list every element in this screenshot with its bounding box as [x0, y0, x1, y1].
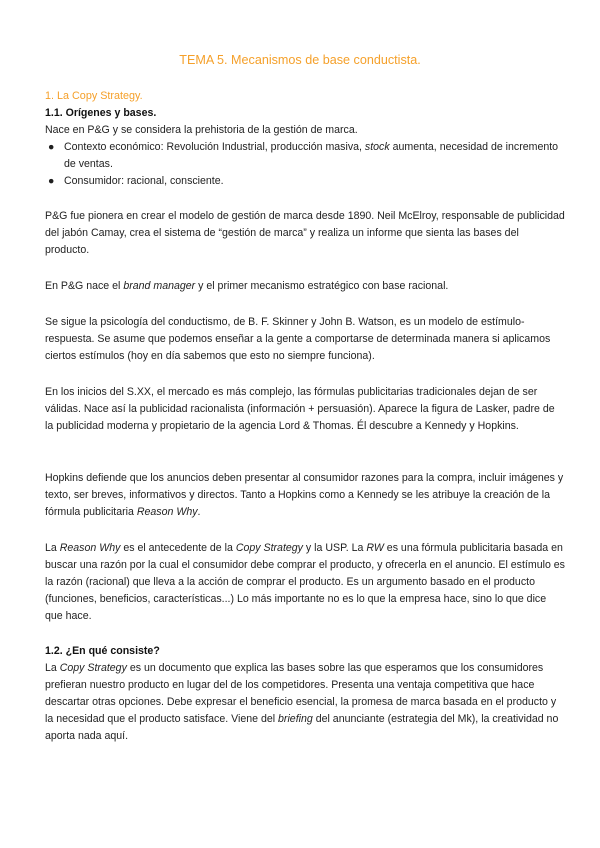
document-title: TEMA 5. Mecanismos de base conductista. [179, 53, 421, 67]
bullet-list [45, 139, 565, 190]
subsection-heading-1-2: 1.2. ¿En qué consiste? [45, 645, 160, 657]
paragraph-3: Se sigue la psicología del conductismo, de B. F. Skinner y John B. Watson, es un modelo de estímulo-respuesta. Se asume que podemos enseñar a la gente a comportarse de determinada manera si aplicamos ciertos estímulos (hoy en día sabemos que esto no siempre funciona). [45, 316, 551, 362]
section-heading: 1. La Copy Strategy. [45, 90, 143, 102]
paragraph-4: En los inicios del S.XX, el mercado es más complejo, las fórmulas publicitarias tradicionales dejan de ser válidas. Nace así la publicidad racionalista (información + persuasión). Aparece la figura de Lasker, padre de la publicidad moderna y propietario de la agencia Lord & Thomas. Él descubre a Kennedy y Hopkins. [45, 386, 555, 432]
paragraph-6: La Reason Why es el antecedente de la Copy Strategy y la USP. La RW es una fórmula publicitaria basada en buscar una razón por la cual el consumidor debe comprar el producto, y ofrecerla en el anuncio. El estímulo es la razón (racional) que lleva a la acción de comprar el producto. Es un argumento basado en el producto (funciones, beneficios, características...) Lo más importante no es lo que la empresa hace, sino lo que dice que hace. [45, 542, 565, 622]
paragraph-1: P&G fue pionera en crear el modelo de gestión de marca desde 1890. Neil McElroy, responsable de publicidad del jabón Camay, crea el sistema de “gestión de marca” y realiza un informe que sienta las bases del producto. [45, 210, 565, 256]
list-item: ● Consumidor: racional, consciente. [45, 173, 565, 190]
bullet-icon: ● [48, 141, 55, 153]
intro-line: Nace en P&G y se considera la prehistoria de la gestión de marca. [45, 124, 358, 136]
bullet-icon: ● [48, 175, 55, 187]
paragraph-7: La Copy Strategy es un documento que explica las bases sobre las que esperamos que los consumidores prefieran nuestro producto en lugar del de los competidores. Presenta una ventaja competitiva que hace descartar otras opciones. Debe expresar el beneficio esencial, la promesa de marca basada en el producto y la necesidad que el producto satisface. Viene del briefing del anunciante (estrategia del Mk), la creatividad no aporta nada aquí. [45, 662, 559, 742]
section-1 [45, 88, 565, 190]
section-1-2 [45, 643, 565, 745]
list-item: ● Contexto económico: Revolución Industrial, producción masiva, stock aumenta, necesidad de incremento de ventas. [48, 141, 559, 170]
paragraph-5: Hopkins defiende que los anuncios deben presentar al consumidor razones para la compra, incluir imágenes y texto, ser breves, informativos y directos. Tanto a Hopkins como a Kennedy se les atribuye la creación de la fórmula publicitaria Reason Why. [45, 472, 564, 518]
subsection-heading-1-1: 1.1. Orígenes y bases. [45, 107, 157, 119]
paragraph-2: En P&G nace el brand manager y el primer mecanismo estratégico con base racional. [45, 280, 449, 292]
